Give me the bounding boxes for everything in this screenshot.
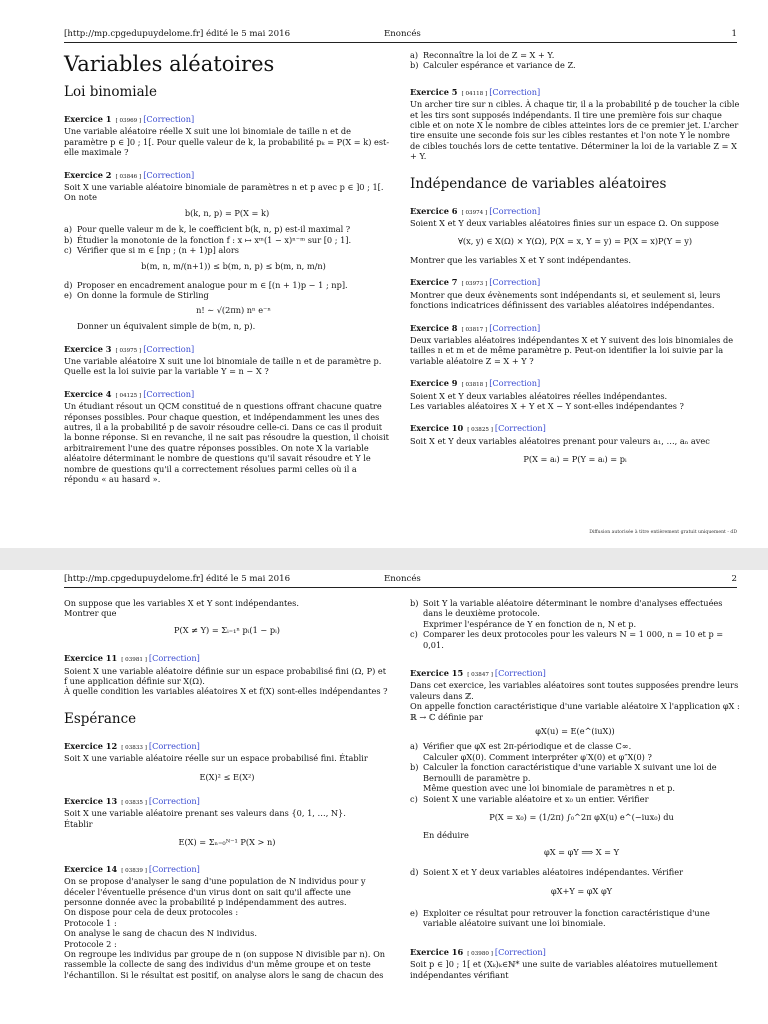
equation: n! ∼ √(2πn) nⁿ e⁻ⁿ: [196, 304, 271, 315]
exercise-code: [ 03839 ]: [121, 867, 147, 874]
exercise-code: [ 03835 ]: [121, 800, 147, 807]
exercise-heading: [410, 668, 740, 680]
exercise-9: [410, 378, 740, 411]
question-label: e): [64, 290, 73, 301]
question-label: d): [64, 279, 73, 290]
correction-link[interactable]: [Correction]: [489, 322, 541, 333]
exercise-heading: [64, 796, 390, 808]
question-label: c): [410, 629, 418, 640]
question-d: [64, 280, 390, 290]
section-title-independance: Indépendance de variables aléatoires: [410, 175, 667, 192]
header-page-number: 1: [731, 29, 737, 39]
left-column: [64, 50, 390, 496]
exercise-label: Exercice 6: [410, 205, 458, 216]
correction-link[interactable]: [Correction]: [148, 653, 200, 664]
exercise-label: Exercice 1: [64, 114, 112, 124]
exercise-heading: [64, 864, 390, 876]
question-label: c): [410, 793, 418, 804]
question-list: [410, 598, 740, 650]
page-header: [64, 29, 737, 43]
exercise-1: [64, 114, 390, 158]
exercise-text: Soit X une variable aléatoire réelle sur un espace probabilisé fini. Établir: [64, 753, 368, 764]
question-label: a): [64, 224, 73, 235]
question-a: [64, 224, 390, 234]
exercise-text: Les variables aléatoires X + Y et X − Y sont-elles indépendantes ?: [410, 400, 684, 411]
exercise-heading: [410, 206, 740, 218]
question-text: Exploiter ce résultat pour retrouver la fonction caractéristique d'une variable aléatoire suivant une loi binomiale.: [423, 907, 710, 929]
header-section: Enoncés: [384, 574, 421, 584]
exercise-text: On appelle fonction caractéristique d'une variable aléatoire X l'application φX : ℝ → ℂ définie par: [410, 701, 740, 722]
question-label: d): [410, 867, 419, 878]
exercise-text: Soit p ∈ ]0 ; 1[ et (Xₖ)ₖ∈ℕ* une suite de variables aléatoires mutuellement indépendantes vérifiant: [410, 959, 718, 980]
correction-link[interactable]: [Correction]: [143, 343, 195, 354]
question-label: b): [410, 60, 419, 71]
correction-link[interactable]: [Correction]: [494, 668, 546, 679]
question-a: [410, 50, 740, 60]
question-text: Soit Y la variable aléatoire déterminant le nombre d'analyses effectuées dans le deuxième protocole.: [423, 598, 723, 619]
question-text: En déduire: [423, 830, 469, 841]
exercise-heading: [410, 378, 740, 390]
page-footer: Diffusion autorisée à titre entièrement gratuit uniquement - dD: [589, 530, 737, 535]
correction-link[interactable]: [Correction]: [489, 205, 541, 216]
header-source: [http://mp.cpgedupuydelome.fr] édité le 5 mai 2016: [64, 574, 291, 584]
question-text: Comparer les deux protocoles pour les valeurs N = 1 000, n = 10 et p = 0,01.: [423, 629, 724, 650]
correction-link[interactable]: [Correction]: [494, 946, 546, 957]
question-text: Proposer en encadrement analogue pour m ∈ [(n + 1)p − 1 ; np].: [77, 279, 348, 290]
question-text: Soient X et Y deux variables aléatoires indépendantes. Vérifier: [423, 867, 684, 878]
page-separator: [0, 548, 768, 570]
exercise-text: Montrer que les variables X et Y sont indépendantes.: [410, 254, 631, 265]
right-column: [410, 598, 740, 992]
section-title-binomiale: Loi binomiale: [64, 84, 157, 100]
exercise-text: Protocole 1 :: [64, 917, 117, 928]
equation: P(X = x₀) = (1/2π) ∫₀^2π φX(u) e^(−iux₀) du: [489, 811, 674, 822]
exercise-8: [410, 323, 740, 367]
question-c: [410, 629, 740, 650]
correction-link[interactable]: [Correction]: [143, 114, 195, 124]
exercise-text: Soient X une variable aléatoire définie sur un espace probabilisé fini (Ω, P) et f une application définie sur X(Ω).: [64, 665, 387, 687]
question-text: Soient X une variable aléatoire et x₀ un entier. Vérifier: [423, 793, 649, 804]
exercise-text: On suppose que les variables X et Y sont indépendantes.: [64, 598, 299, 608]
exercise-heading: [64, 741, 390, 753]
exercise-14: [64, 864, 390, 980]
exercise-label: Exercice 11: [64, 653, 118, 664]
exercise-text: Soit X et Y deux variables aléatoires prenant pour valeurs a₁, …, aₙ avec: [410, 435, 710, 446]
exercise-text: Soit X une variable aléatoire prenant ses valeurs dans {0, 1, …, N}.: [64, 808, 346, 819]
question-list: [410, 50, 740, 71]
exercise-text: Un archer tire sur n cibles. À chaque tir, il a la probabilité p de toucher la cible et les tirs sont supposés indépendants. Il tire une première fois sur chaque cible et on note X le nombre de cibles atteintes lors de ce premier jet. L'archer tire ensuite une seconde fois sur les cibles restantes et l'on note Y le nombre de cibles touchés lors de cette tentative. Déterminer la loi de la variable Z = X + Y.: [410, 99, 740, 162]
exercise-text: Montrer que: [64, 608, 117, 619]
question-text: Vérifier que φX est 2π-périodique et de classe C∞.: [423, 741, 632, 752]
question-c: [64, 245, 390, 272]
equation: φX(u) = E(e^(iuX)): [535, 726, 615, 737]
exercise-label: Exercice 7: [410, 277, 458, 288]
question-text: Calculer la fonction caractéristique d'une variable X suivant une loi de Bernoulli de paramètre p.: [423, 762, 717, 783]
exercise-text: Soient X et Y deux variables aléatoires réelles indépendantes.: [410, 390, 668, 401]
question-label: b): [410, 762, 419, 773]
question-label: a): [410, 741, 419, 752]
exercise-text: Une variable aléatoire réelle X suit une loi binomiale de taille n et de paramètre p ∈ ]0 ; 1[. Pour quelle valeur de k, la probabilité pₖ = P(X = k) est-elle maximale ?: [64, 126, 390, 158]
exercise-3: [64, 344, 390, 377]
exercise-label: Exercice 16: [410, 946, 464, 957]
exercise-13: [64, 796, 390, 848]
exercise-label: Exercice 13: [64, 796, 118, 807]
question-label: a): [410, 50, 419, 60]
question-text: Étudier la monotonie de la fonction f : x ↦ xᵐ(1 − x)ⁿ⁻ᵐ sur [0 ; 1].: [77, 234, 352, 245]
exercise-text: Montrer que deux évènements sont indépendants si, et seulement si, leurs fonctions indicatrices définissent des variables aléatoires indépendantes.: [410, 289, 721, 311]
exercise-code: [ 03818 ]: [461, 382, 488, 389]
equation: P(X ≠ Y) = Σᵢ₌₁ⁿ pᵢ(1 − pᵢ): [174, 624, 280, 635]
exercise-code: [ 03973 ]: [461, 281, 488, 288]
exercise-text: On dispose pour cela de deux protocoles :: [64, 907, 239, 918]
exercise-label: Exercice 10: [410, 423, 464, 434]
exercise-text: On regroupe les individus par groupe de n (on suppose N divisible par n). On rassemble la collecte de sang des individus d'un même groupe et on teste l'échantillon. Si le résultat est positif, on analyse alors le sang de chacun des: [64, 948, 386, 980]
document-title: Variables aléatoires: [64, 52, 275, 76]
exercise-code: [ 03833 ]: [121, 744, 147, 751]
equation: φX = φY ⟹ X = Y: [543, 846, 619, 857]
equation: E(X)² ≤ E(X²): [199, 771, 255, 782]
exercise-heading: [64, 114, 390, 126]
exercise-heading: [410, 423, 740, 435]
exercise-code: [ 03975 ]: [115, 347, 142, 354]
exercise-10: [410, 423, 740, 464]
exercise-code: [ 03847 ]: [467, 672, 493, 679]
exercise-heading: [64, 389, 390, 401]
question-a: [410, 741, 740, 762]
exercise-heading: [410, 947, 740, 959]
correction-link[interactable]: [Correction]: [143, 388, 195, 399]
exercise-text: Deux variables aléatoires indépendantes X et Y suivent des lois binomiales de tailles n et m et de même paramètre p. Peut-on identifier la loi suivie par la variable aléatoire Z = X + Y ?: [410, 334, 734, 366]
question-text: Calculer φX(0). Comment interpréter φ′X(0) et φ″X(0) ?: [423, 751, 652, 762]
correction-link[interactable]: [Correction]: [489, 86, 541, 97]
correction-link[interactable]: [Correction]: [148, 740, 200, 751]
exercise-label: Exercice 8: [410, 322, 458, 333]
exercise-label: Exercice 4: [64, 388, 112, 399]
question-b: [64, 235, 390, 245]
exercise-5: [410, 87, 740, 162]
exercise-text: Dans cet exercice, les variables aléatoires sont toutes supposées prendre leurs valeurs dans ℤ.: [410, 680, 739, 701]
exercise-7: [410, 277, 740, 310]
correction-link[interactable]: [Correction]: [148, 863, 200, 874]
equation: ∀(x, y) ∈ X(Ω) × Y(Ω), P(X = x, Y = y) = P(X = x)P(Y = y): [457, 236, 693, 247]
question-text: Même question avec une loi binomiale de paramètres n et p.: [423, 783, 675, 794]
correction-link[interactable]: [Correction]: [489, 277, 541, 288]
question-label: b): [64, 234, 73, 245]
question-e: [64, 290, 390, 331]
equation: P(X = aᵢ) = P(Y = aᵢ) = pᵢ: [523, 454, 627, 465]
exercise-label: Exercice 5: [410, 86, 458, 97]
question-list: [410, 741, 740, 928]
exercise-code: [ 04125 ]: [115, 392, 142, 399]
left-column: [64, 598, 390, 992]
exercise-heading: [64, 344, 390, 356]
exercise-heading: [64, 170, 390, 182]
exercise-label: Exercice 15: [410, 668, 464, 679]
correction-link[interactable]: [Correction]: [489, 378, 541, 389]
question-b: [410, 762, 740, 793]
equation: φX+Y = φX φY: [550, 885, 613, 896]
document-page-2: [0, 570, 768, 1024]
exercise-text: On se propose d'analyser le sang d'une population de N individus pour y déceler l'éventuelle présence d'un virus dont on sait qu'il affecte une personne donnée avec la probabilité p indépendamment des autres.: [64, 876, 366, 907]
exercise-16: [410, 947, 740, 980]
question-text: Reconnaître la loi de Z = X + Y.: [423, 50, 555, 60]
question-c: [410, 794, 740, 858]
exercise-label: Exercice 2: [64, 169, 112, 180]
exercise-heading: [410, 323, 740, 335]
question-b: [410, 60, 740, 70]
correction-link[interactable]: [Correction]: [494, 423, 546, 434]
header-source: [http://mp.cpgedupuydelome.fr] édité le 5 mai 2016: [64, 29, 291, 39]
correction-link[interactable]: [Correction]: [143, 169, 195, 180]
exercise-label: Exercice 12: [64, 740, 118, 751]
exercise-text: Soit X une variable aléatoire binomiale de paramètres n et p avec p ∈ ]0 ; 1[. On note: [64, 182, 384, 203]
correction-link[interactable]: [Correction]: [148, 796, 200, 807]
exercise-11: [64, 653, 390, 697]
exercise-12: [64, 741, 390, 782]
right-column: [410, 50, 740, 477]
exercise-10-continued: [64, 598, 390, 635]
question-label: c): [64, 245, 72, 256]
question-text: Pour quelle valeur m de k, le coefficient b(k, n, p) est-il maximal ?: [77, 224, 351, 235]
exercise-4: [64, 389, 390, 485]
section-title-esperance: Espérance: [64, 710, 137, 727]
equation: b(m, n, m/(n+1)) ≤ b(m, n, p) ≤ b(m, n, m/n): [141, 261, 326, 272]
exercise-code: [ 03980 ]: [467, 950, 493, 957]
question-text: Exprimer l'espérance de Y en fonction de n, N et p.: [423, 618, 637, 629]
exercise-2: [64, 170, 390, 332]
question-text: Donner un équivalent simple de b(m, n, p).: [77, 321, 256, 332]
exercise-text: Un étudiant résout un QCM constitué de n questions offrant chacune quatre réponses possibles. Pour chaque question, et indépendamment les unes des autres, il a la probabilité p de savoir résoudre celle-ci. Dans ce cas il produit la bonne réponse. Si en revanche, il ne sait pas résoudre la question, il choisit arbitrairement l'une des quatre réponses possibles. On note X la variable aléatoire déterminant le nombre de questions qu'il savait résoudre et Y le nombre de questions qu'il a correctement résolues parmi celles où il a répondu « au hasard ».: [64, 401, 389, 484]
exercise-label: Exercice 3: [64, 343, 112, 354]
question-label: e): [410, 907, 419, 918]
exercise-code: [ 03846 ]: [115, 173, 142, 180]
exercise-code: [ 03817 ]: [461, 326, 488, 333]
page-header: [64, 574, 737, 588]
question-list: [64, 224, 390, 331]
question-b: [410, 598, 740, 629]
exercise-15: [410, 668, 740, 929]
question-text: Calculer espérance et variance de Z.: [423, 60, 576, 71]
exercise-heading: [410, 87, 740, 99]
exercise-heading: [410, 277, 740, 289]
equation: E(X) = Σₙ₌₀ᴺ⁻¹ P(X > n): [178, 837, 276, 848]
question-text: On donne la formule de Stirling: [77, 290, 209, 301]
equation: b(k, n, p) = P(X = k): [184, 207, 270, 218]
exercise-code: [ 03825 ]: [467, 427, 493, 434]
exercise-text: À quelle condition les variables aléatoires X et f(X) sont-elles indépendantes ?: [64, 686, 388, 697]
exercise-code: [ 03974 ]: [461, 209, 488, 216]
exercise-label: Exercice 14: [64, 863, 118, 874]
header-page-number: 2: [731, 574, 737, 584]
question-text: Vérifier que si m ∈ [np ; (n + 1)p] alors: [77, 245, 239, 256]
exercise-code: [ 03969 ]: [115, 118, 142, 124]
exercise-code: [ 03981 ]: [121, 657, 147, 664]
exercise-label: Exercice 9: [410, 378, 458, 389]
exercise-6: [410, 206, 740, 266]
exercise-heading: [64, 653, 390, 665]
exercise-text: Une variable aléatoire X suit une loi binomiale de taille n et de paramètre p. Quelle est la loi suivie par la variable Y = n − X ?: [64, 355, 382, 377]
question-label: b): [410, 598, 419, 608]
exercise-text: Soient X et Y deux variables aléatoires finies sur un espace Ω. On suppose: [410, 218, 719, 229]
exercise-text: Protocole 2 :: [64, 938, 117, 949]
question-e: [410, 908, 740, 929]
question-d: [410, 867, 740, 896]
exercise-text: On analyse le sang de chacun des N individus.: [64, 928, 257, 939]
header-section: Enoncés: [384, 29, 421, 39]
exercise-text: Établir: [64, 818, 93, 829]
exercise-code: [ 04118 ]: [461, 90, 488, 97]
